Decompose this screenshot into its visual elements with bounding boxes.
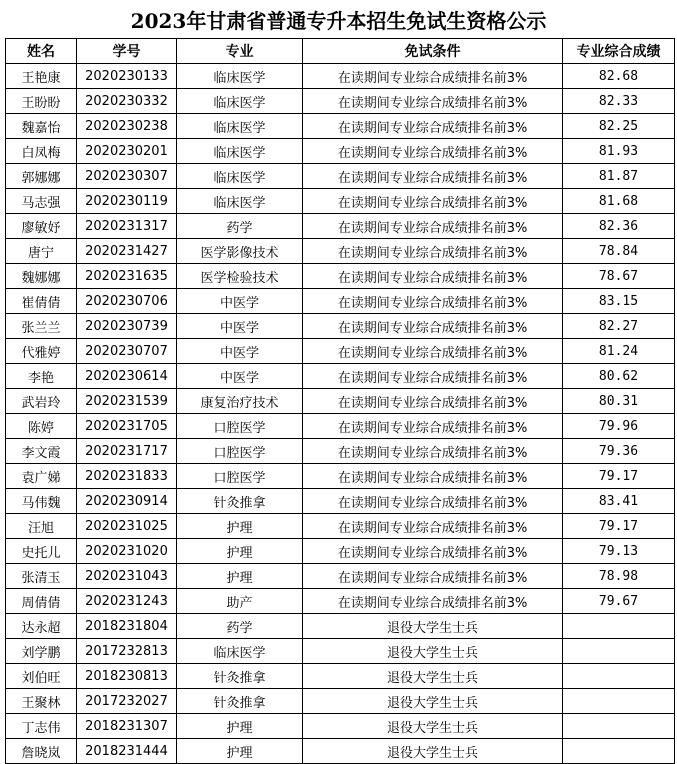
table-row (6, 689, 675, 714)
cell-major: 针灸推拿 (177, 489, 303, 514)
table-row (6, 314, 675, 339)
cell-exemption-condition: 在读期间专业综合成绩排名前3% (303, 89, 563, 114)
cell-name: 武岩玲 (6, 389, 77, 414)
table-row (6, 214, 675, 239)
header-exemption-condition: 免试条件 (303, 39, 563, 64)
cell-exemption-condition: 在读期间专业综合成绩排名前3% (303, 289, 563, 314)
cell-exemption-condition: 在读期间专业综合成绩排名前3% (303, 164, 563, 189)
cell-score (563, 664, 675, 689)
table-row (6, 189, 675, 214)
cell-name: 袁广娣 (6, 464, 77, 489)
cell-score: 81.68 (563, 189, 675, 214)
cell-score: 82.33 (563, 89, 675, 114)
cell-exemption-condition: 在读期间专业综合成绩排名前3% (303, 214, 563, 239)
cell-score: 81.24 (563, 339, 675, 364)
cell-exemption-condition: 在读期间专业综合成绩排名前3% (303, 539, 563, 564)
cell-name: 魏嘉怡 (6, 114, 77, 139)
cell-exemption-condition: 在读期间专业综合成绩排名前3% (303, 364, 563, 389)
cell-score (563, 714, 675, 739)
header-score: 专业综合成绩 (563, 39, 675, 64)
cell-major: 临床医学 (177, 164, 303, 189)
cell-name: 周倩倩 (6, 589, 77, 614)
cell-score: 81.93 (563, 139, 675, 164)
table-row (6, 664, 675, 689)
cell-student-id: 2020230614 (77, 364, 177, 389)
cell-score: 80.62 (563, 364, 675, 389)
cell-name: 刘伯旺 (6, 664, 77, 689)
cell-student-id: 2020230707 (77, 339, 177, 364)
cell-student-id: 2020230133 (77, 64, 177, 89)
cell-major: 护理 (177, 739, 303, 764)
cell-name: 魏娜娜 (6, 264, 77, 289)
table-row (6, 414, 675, 439)
cell-exemption-condition: 在读期间专业综合成绩排名前3% (303, 589, 563, 614)
table-row (6, 339, 675, 364)
cell-score: 79.17 (563, 464, 675, 489)
cell-name: 李艳 (6, 364, 77, 389)
table-row (6, 289, 675, 314)
cell-student-id: 2020230706 (77, 289, 177, 314)
cell-major: 中医学 (177, 339, 303, 364)
cell-exemption-condition: 在读期间专业综合成绩排名前3% (303, 339, 563, 364)
cell-name: 王艳康 (6, 64, 77, 89)
cell-student-id: 2020230914 (77, 489, 177, 514)
cell-score: 79.17 (563, 514, 675, 539)
cell-student-id: 2020231317 (77, 214, 177, 239)
cell-score: 79.67 (563, 589, 675, 614)
table-row (6, 739, 675, 764)
cell-name: 崔倩倩 (6, 289, 77, 314)
cell-major: 中医学 (177, 289, 303, 314)
cell-name: 唐宁 (6, 239, 77, 264)
cell-student-id: 2020231635 (77, 264, 177, 289)
cell-exemption-condition: 退役大学生士兵 (303, 714, 563, 739)
cell-score: 79.36 (563, 439, 675, 464)
cell-exemption-condition: 在读期间专业综合成绩排名前3% (303, 264, 563, 289)
cell-name: 王聚林 (6, 689, 77, 714)
cell-score: 82.27 (563, 314, 675, 339)
header-student-id: 学号 (77, 39, 177, 64)
cell-student-id: 2020230238 (77, 114, 177, 139)
cell-score: 78.98 (563, 564, 675, 589)
table-row (6, 114, 675, 139)
table-row (6, 89, 675, 114)
cell-score (563, 639, 675, 664)
cell-exemption-condition: 退役大学生士兵 (303, 639, 563, 664)
cell-student-id: 2018231307 (77, 714, 177, 739)
cell-student-id: 2020231539 (77, 389, 177, 414)
table-row (6, 239, 675, 264)
header-name: 姓名 (6, 39, 77, 64)
cell-score: 82.36 (563, 214, 675, 239)
cell-name: 郭娜娜 (6, 164, 77, 189)
cell-major: 医学影像技术 (177, 239, 303, 264)
cell-name: 马志强 (6, 189, 77, 214)
cell-exemption-condition: 在读期间专业综合成绩排名前3% (303, 564, 563, 589)
cell-student-id: 2020231705 (77, 414, 177, 439)
cell-score: 79.13 (563, 539, 675, 564)
table-row (6, 539, 675, 564)
cell-student-id: 2020231043 (77, 564, 177, 589)
cell-name: 刘学鹏 (6, 639, 77, 664)
cell-exemption-condition: 退役大学生士兵 (303, 689, 563, 714)
cell-major: 中医学 (177, 364, 303, 389)
cell-student-id: 2020230307 (77, 164, 177, 189)
cell-student-id: 2017232813 (77, 639, 177, 664)
cell-major: 临床医学 (177, 114, 303, 139)
table-row (6, 614, 675, 639)
cell-exemption-condition: 在读期间专业综合成绩排名前3% (303, 414, 563, 439)
cell-score (563, 739, 675, 764)
cell-major: 口腔医学 (177, 439, 303, 464)
exemption-table (5, 38, 675, 764)
cell-score: 83.41 (563, 489, 675, 514)
cell-student-id: 2018231804 (77, 614, 177, 639)
cell-major: 临床医学 (177, 189, 303, 214)
cell-name: 张兰兰 (6, 314, 77, 339)
cell-score: 78.84 (563, 239, 675, 264)
cell-exemption-condition: 退役大学生士兵 (303, 614, 563, 639)
cell-score: 83.15 (563, 289, 675, 314)
cell-student-id: 2018231444 (77, 739, 177, 764)
cell-name: 史托儿 (6, 539, 77, 564)
table-row (6, 714, 675, 739)
cell-student-id: 2020231427 (77, 239, 177, 264)
cell-name: 代雅婷 (6, 339, 77, 364)
cell-name: 张清玉 (6, 564, 77, 589)
cell-exemption-condition: 在读期间专业综合成绩排名前3% (303, 64, 563, 89)
table-row (6, 489, 675, 514)
cell-student-id: 2020230201 (77, 139, 177, 164)
cell-student-id: 2020231020 (77, 539, 177, 564)
cell-major: 护理 (177, 539, 303, 564)
cell-major: 针灸推拿 (177, 689, 303, 714)
cell-name: 马伟魏 (6, 489, 77, 514)
cell-exemption-condition: 在读期间专业综合成绩排名前3% (303, 314, 563, 339)
cell-name: 白凤梅 (6, 139, 77, 164)
cell-student-id: 2017232027 (77, 689, 177, 714)
cell-major: 中医学 (177, 314, 303, 339)
cell-exemption-condition: 在读期间专业综合成绩排名前3% (303, 514, 563, 539)
cell-student-id: 2020230332 (77, 89, 177, 114)
cell-name: 詹晓岚 (6, 739, 77, 764)
cell-score: 79.96 (563, 414, 675, 439)
cell-major: 药学 (177, 614, 303, 639)
cell-major: 护理 (177, 564, 303, 589)
cell-major: 针灸推拿 (177, 664, 303, 689)
table-row (6, 514, 675, 539)
table-body (6, 64, 675, 764)
cell-exemption-condition: 退役大学生士兵 (303, 664, 563, 689)
cell-student-id: 2020230119 (77, 189, 177, 214)
cell-name: 王盼盼 (6, 89, 77, 114)
cell-major: 临床医学 (177, 89, 303, 114)
header-major: 专业 (177, 39, 303, 64)
cell-major: 康复治疗技术 (177, 389, 303, 414)
cell-exemption-condition: 退役大学生士兵 (303, 739, 563, 764)
cell-major: 临床医学 (177, 64, 303, 89)
cell-exemption-condition: 在读期间专业综合成绩排名前3% (303, 439, 563, 464)
cell-major: 护理 (177, 714, 303, 739)
cell-exemption-condition: 在读期间专业综合成绩排名前3% (303, 464, 563, 489)
cell-student-id: 2018230813 (77, 664, 177, 689)
cell-name: 丁志伟 (6, 714, 77, 739)
table-row (6, 364, 675, 389)
cell-exemption-condition: 在读期间专业综合成绩排名前3% (303, 489, 563, 514)
page-title: 2023年甘肃省普通专升本招生免试生资格公示 (130, 8, 547, 33)
table-row (6, 139, 675, 164)
cell-exemption-condition: 在读期间专业综合成绩排名前3% (303, 114, 563, 139)
cell-exemption-condition: 在读期间专业综合成绩排名前3% (303, 139, 563, 164)
cell-score: 78.67 (563, 264, 675, 289)
table-row (6, 264, 675, 289)
cell-score: 80.31 (563, 389, 675, 414)
cell-major: 口腔医学 (177, 414, 303, 439)
cell-student-id: 2020231025 (77, 514, 177, 539)
cell-student-id: 2020231243 (77, 589, 177, 614)
cell-score (563, 689, 675, 714)
cell-major: 助产 (177, 589, 303, 614)
cell-major: 临床医学 (177, 139, 303, 164)
cell-score: 82.68 (563, 64, 675, 89)
cell-exemption-condition: 在读期间专业综合成绩排名前3% (303, 239, 563, 264)
table-row (6, 464, 675, 489)
cell-name: 廖敏妤 (6, 214, 77, 239)
table-row (6, 64, 675, 89)
cell-major: 药学 (177, 214, 303, 239)
cell-score (563, 614, 675, 639)
table-row (6, 589, 675, 614)
table-header-row (6, 39, 675, 64)
cell-student-id: 2020230739 (77, 314, 177, 339)
table-row (6, 439, 675, 464)
cell-score: 82.25 (563, 114, 675, 139)
cell-major: 临床医学 (177, 639, 303, 664)
cell-name: 陈婷 (6, 414, 77, 439)
cell-major: 口腔医学 (177, 464, 303, 489)
cell-student-id: 2020231833 (77, 464, 177, 489)
cell-name: 汪旭 (6, 514, 77, 539)
cell-student-id: 2020231717 (77, 439, 177, 464)
table-row (6, 389, 675, 414)
cell-major: 医学检验技术 (177, 264, 303, 289)
cell-name: 李文霞 (6, 439, 77, 464)
table-row (6, 564, 675, 589)
cell-major: 护理 (177, 514, 303, 539)
table-row (6, 639, 675, 664)
cell-name: 达永超 (6, 614, 77, 639)
cell-score: 81.87 (563, 164, 675, 189)
cell-exemption-condition: 在读期间专业综合成绩排名前3% (303, 389, 563, 414)
cell-exemption-condition: 在读期间专业综合成绩排名前3% (303, 189, 563, 214)
table-row (6, 164, 675, 189)
